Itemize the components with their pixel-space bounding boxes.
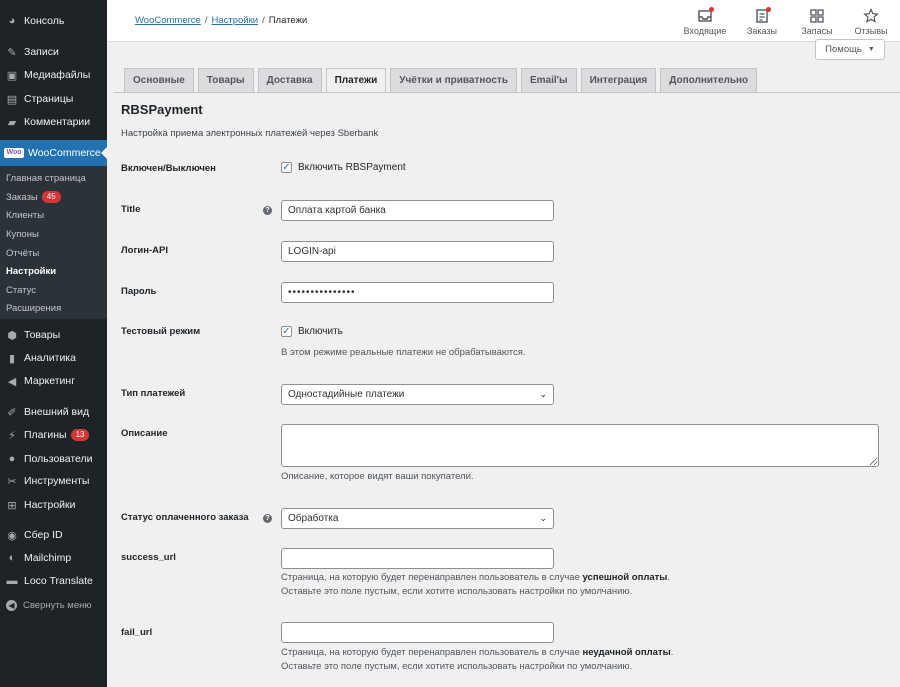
menu-label: Инструменты [24,475,90,487]
submenu-label: Заказы [6,191,38,203]
submenu-label: Клиенты [6,210,45,221]
desc-bold: неудачной оплаты [582,647,671,658]
test-mode-label: Тестовый режим [121,326,201,337]
success-url-input[interactable] [281,548,554,569]
desc-bold: успешной оплаты [582,572,668,583]
tab-payments[interactable]: Платежи [326,68,387,93]
woocommerce-header [107,0,900,42]
brush-icon: ✐ [7,406,17,419]
chevron-down-icon: ⌄ [539,389,547,399]
woo-icon [6,147,22,159]
menu-item-sber-id[interactable] [0,525,107,545]
menu-item-appearance[interactable] [0,402,107,422]
menu-item-settings[interactable] [0,495,107,515]
activity-label: Входящие [683,26,727,36]
submenu-label: Купоны [6,229,39,240]
menu-label: Страницы [24,93,74,105]
tab-advanced[interactable]: Дополнительно [660,68,757,92]
activity-label: Запасы [801,26,833,36]
activity-label: Отзывы [854,26,888,36]
comment-icon: ▰ [7,116,17,129]
enabled-checkbox[interactable] [281,162,406,173]
submenu-customers[interactable] [6,210,44,221]
menu-item-dashboard[interactable] [0,11,107,31]
tab-integration[interactable]: Интеграция [581,68,657,92]
desc-text: Оставьте это поле пустым, если хотите использовать настройки по умолчанию. [281,586,633,597]
order-status-value: Обработка [288,513,339,524]
breadcrumb-settings-link[interactable]: Настройки [211,15,259,26]
tab-accounts-privacy[interactable]: Учётки и приватность [390,68,517,92]
wrench-icon: ✂ [7,475,17,488]
caret-down-icon: ▼ [867,46,875,53]
submenu-label: Настройки [6,266,57,277]
tab-general[interactable]: Основные [124,68,194,92]
activity-stock-button[interactable] [787,8,847,36]
menu-item-posts[interactable] [0,42,107,62]
breadcrumb-woocommerce-link[interactable]: WooCommerce [135,15,201,26]
breadcrumb-current: Платежи [268,15,308,26]
woo-logo-text: Woo [6,149,22,156]
megaphone-icon: ◀ [7,375,17,388]
dashboard-icon: ◕ [8,15,16,27]
submenu-settings[interactable] [6,266,56,277]
menu-item-comments[interactable] [0,112,107,132]
woocommerce-submenu [0,166,107,319]
activity-inbox-button[interactable] [675,8,735,36]
menu-item-marketing[interactable] [0,371,107,391]
desc-text: . [670,647,674,658]
tabs-divider [114,92,900,93]
help-tip-icon[interactable]: ? [263,206,272,215]
order-status-label-text: Статус оплаченного заказа [121,512,249,523]
settings-icon: ⊞ [7,499,17,512]
fail-url-description [281,646,673,674]
breadcrumb-separator: / [204,15,208,26]
test-mode-checkbox[interactable] [281,326,343,337]
success-url-label: success_url [121,552,176,563]
chart-icon: ▮ [8,352,16,365]
submenu-label: Статус [6,285,37,296]
login-api-input[interactable]: LOGIN-api [281,241,554,262]
menu-item-media[interactable] [0,65,107,85]
archive-icon: ⬢ [7,329,17,342]
menu-label: Консоль [24,15,65,27]
menu-label: Плагины [24,429,67,441]
menu-label: Сбер ID [24,529,63,541]
menu-label: Медиафайлы [24,69,91,81]
help-button[interactable] [815,39,885,60]
menu-item-tools[interactable] [0,471,107,491]
menu-label: Товары [24,329,61,341]
order-status-select[interactable] [281,508,554,529]
test-mode-description: В этом режиме реальные платежи не обрабатываются. [281,347,526,358]
star-icon [863,8,879,24]
submenu-label: Расширения [6,303,62,314]
page-icon: ▤ [6,93,18,106]
menu-label: Настройки [24,499,76,511]
submenu-status[interactable] [6,285,36,296]
submenu-reports[interactable] [6,248,39,259]
menu-item-mailchimp[interactable] [0,548,107,568]
order-status-label [121,512,249,523]
menu-label: Пользователи [24,453,93,465]
pin-icon: ✎ [7,46,17,59]
success-url-description [281,571,670,599]
tab-shipping[interactable]: Доставка [258,68,322,92]
description-help: Описание, которое видят ваши покупатели. [281,471,474,482]
chevron-down-icon: ⌄ [539,513,547,523]
menu-item-pages[interactable] [0,89,107,109]
menu-label: Аналитика [24,352,76,364]
menu-label: Mailchimp [24,552,72,564]
submenu-label: Главная страница [6,173,86,184]
submenu-coupons[interactable] [6,229,39,240]
menu-item-loco-translate[interactable] [0,571,107,591]
menu-label: WooCommerce [28,147,101,159]
menu-label: Маркетинг [24,375,76,387]
menu-item-products[interactable] [0,325,107,345]
settings-tabs [124,68,761,92]
gateway-title: RBSPayment [121,102,203,117]
login-api-label: Логин-API [121,245,169,256]
translate-icon: ▬ [6,575,18,587]
menu-item-analytics[interactable] [0,348,107,368]
activity-label: Заказы [746,26,778,36]
menu-item-woocommerce[interactable] [0,140,107,166]
desc-text: Оставьте это поле пустым, если хотите использовать настройки по умолчанию. [281,661,633,672]
help-tip-icon[interactable]: ? [263,514,272,523]
payment-type-value: Одностадийные платежи [288,389,405,400]
title-label: Title [121,204,141,215]
gateway-description: Настройка приема электронных платежей через Sberbank [121,128,379,139]
fail-url-label: fail_url [121,627,153,638]
activity-reviews-button[interactable] [841,8,900,36]
menu-item-plugins[interactable] [0,425,107,445]
submenu-extensions[interactable] [6,303,61,314]
desc-text: . [667,572,671,583]
checkmark-icon: ✓ [282,325,291,337]
sber-icon: ◉ [7,529,17,542]
collapse-label: Свернуть меню [23,599,92,611]
inbox-icon [697,8,713,24]
submenu-home[interactable] [6,173,86,184]
password-input[interactable]: ••••••••••••••• [281,282,554,303]
media-icon: ▣ [6,69,18,82]
checkmark-icon: ✓ [282,161,291,173]
submenu-orders[interactable] [6,191,61,203]
collapse-menu-button[interactable] [0,595,107,615]
menu-item-users[interactable] [0,449,107,469]
enabled-checkbox-label: Включить RBSPayment [298,162,406,173]
menu-label: Внешний вид [24,406,90,418]
activity-orders-button[interactable] [732,8,792,36]
orders-count-badge: 45 [42,191,61,203]
password-label: Пароль [121,286,157,297]
test-mode-checkbox-label: Включить [298,326,343,337]
users-icon: ● [8,453,16,465]
fail-url-input[interactable] [281,622,554,643]
menu-label: Комментарии [24,116,91,128]
menu-label: Записи [24,46,59,58]
description-textarea[interactable] [281,424,879,467]
description-label: Описание [121,428,168,439]
stock-icon [809,8,825,24]
enabled-label: Включен/Выключен [121,163,216,174]
title-input[interactable]: Оплата картой банка [281,200,554,221]
submenu-label: Отчёты [6,248,40,259]
plugins-count-badge: 13 [71,429,90,441]
help-label: Помощь [825,44,862,55]
breadcrumb-separator: / [262,15,265,26]
mailchimp-icon: ◐ [8,552,16,564]
orders-icon [754,8,770,24]
tab-products[interactable]: Товары [198,68,254,92]
collapse-arrow-icon: ◀ [6,600,17,611]
payment-type-select[interactable] [281,384,554,405]
desc-text: Страница, на которую будет перенаправлен пользователь в случае [281,572,583,583]
payment-type-label: Тип платежей [121,388,186,399]
breadcrumb [135,15,307,26]
plugin-icon: ⚡ [8,429,16,442]
menu-label: Loco Translate [24,575,93,587]
tab-emails[interactable]: Email'ы [521,68,577,92]
desc-text: Страница, на которую будет перенаправлен пользователь в случае [281,647,583,658]
admin-sidebar [0,0,107,687]
